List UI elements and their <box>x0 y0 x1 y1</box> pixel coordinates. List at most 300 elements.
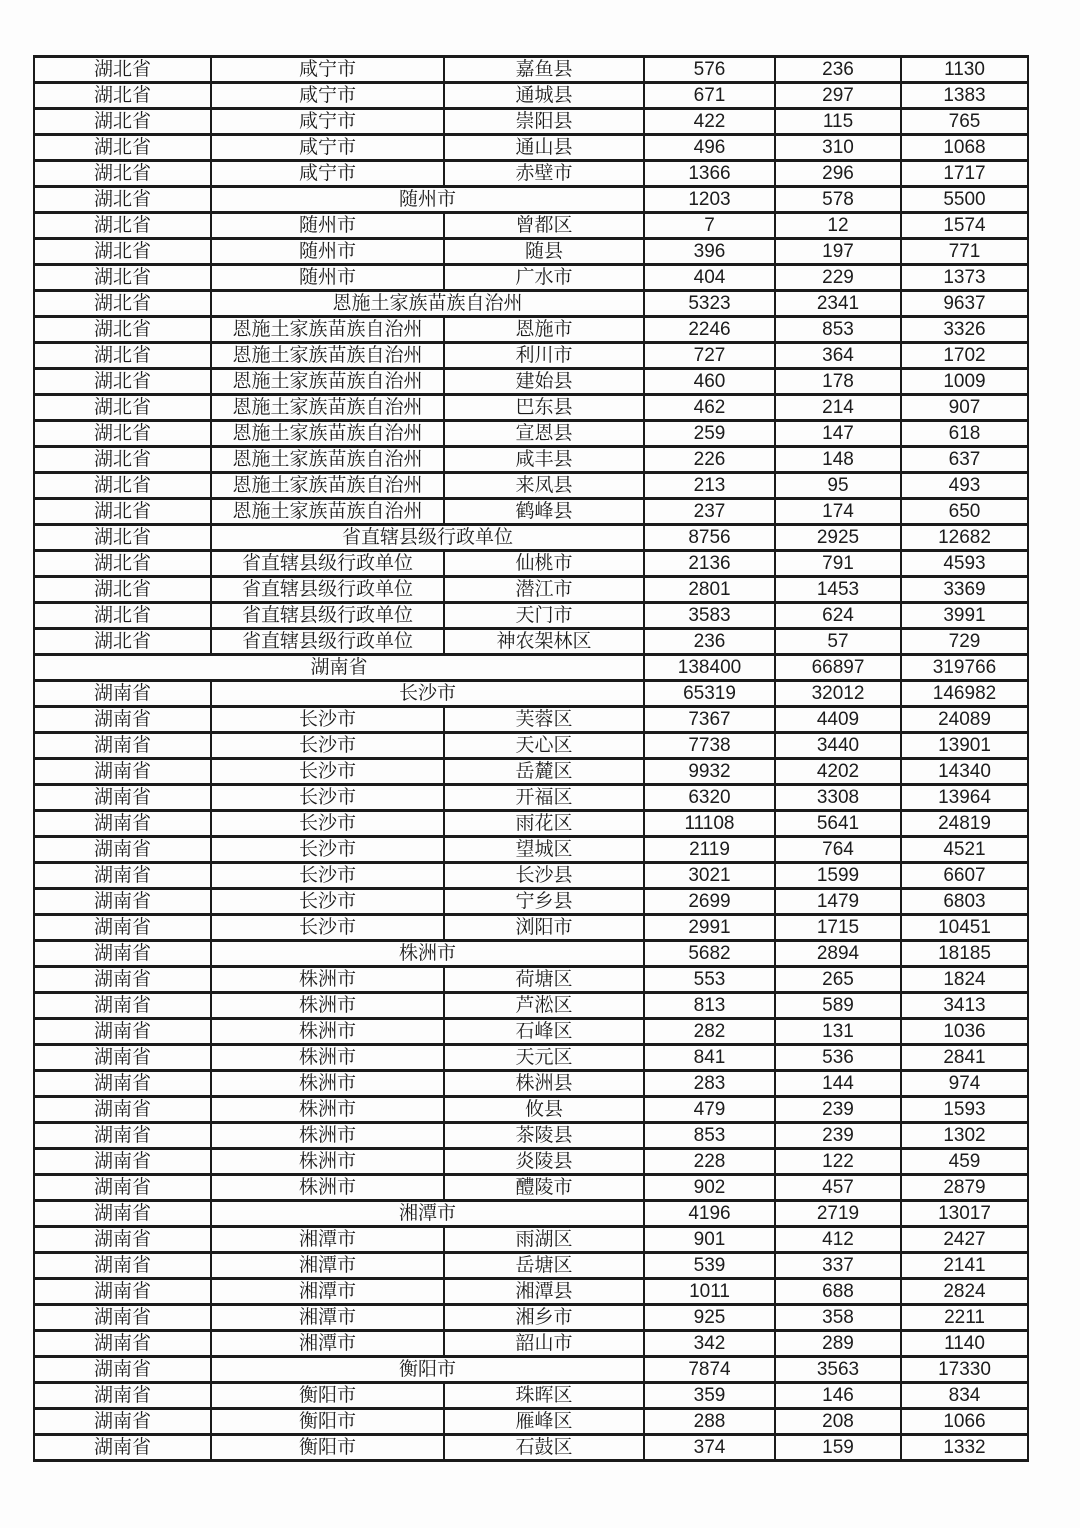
value-cell: 460 <box>644 369 775 395</box>
value-cell: 24819 <box>901 811 1028 837</box>
value-cell: 1068 <box>901 135 1028 161</box>
province-cell: 湖北省 <box>34 265 211 291</box>
value-cell: 319766 <box>901 655 1028 681</box>
city-cell: 恩施土家族苗族自治州 <box>211 369 444 395</box>
value-cell: 3308 <box>775 785 901 811</box>
value-cell: 1599 <box>775 863 901 889</box>
county-cell: 潜江市 <box>444 577 644 603</box>
value-cell: 907 <box>901 395 1028 421</box>
county-cell: 神农架林区 <box>444 629 644 655</box>
value-cell: 1824 <box>901 967 1028 993</box>
county-cell: 荷塘区 <box>444 967 644 993</box>
table-body <box>34 57 1028 1461</box>
county-cell: 宁乡县 <box>444 889 644 915</box>
county-cell: 天门市 <box>444 603 644 629</box>
value-cell: 239 <box>775 1097 901 1123</box>
value-cell: 553 <box>644 967 775 993</box>
city-total-cell: 省直辖县级行政单位 <box>211 525 644 551</box>
table-row <box>34 967 1028 993</box>
value-cell: 688 <box>775 1279 901 1305</box>
county-cell: 株洲县 <box>444 1071 644 1097</box>
value-cell: 764 <box>775 837 901 863</box>
value-cell: 13017 <box>901 1201 1028 1227</box>
table-row <box>34 1305 1028 1331</box>
value-cell: 650 <box>901 499 1028 525</box>
city-total-cell: 随州市 <box>211 187 644 213</box>
value-cell: 197 <box>775 239 901 265</box>
value-cell: 289 <box>775 1331 901 1357</box>
province-cell: 湖南省 <box>34 1097 211 1123</box>
value-cell: 791 <box>775 551 901 577</box>
city-cell: 株洲市 <box>211 993 444 1019</box>
province-cell: 湖南省 <box>34 967 211 993</box>
county-cell: 天元区 <box>444 1045 644 1071</box>
province-cell: 湖北省 <box>34 317 211 343</box>
value-cell: 1383 <box>901 83 1028 109</box>
value-cell: 1066 <box>901 1409 1028 1435</box>
value-cell: 2119 <box>644 837 775 863</box>
value-cell: 374 <box>644 1435 775 1461</box>
table-row <box>34 1071 1028 1097</box>
value-cell: 239 <box>775 1123 901 1149</box>
province-cell: 湖北省 <box>34 109 211 135</box>
value-cell: 178 <box>775 369 901 395</box>
value-cell: 10451 <box>901 915 1028 941</box>
city-cell: 衡阳市 <box>211 1409 444 1435</box>
province-cell: 湖南省 <box>34 993 211 1019</box>
city-cell: 长沙市 <box>211 785 444 811</box>
province-cell: 湖北省 <box>34 83 211 109</box>
city-cell: 长沙市 <box>211 759 444 785</box>
value-cell: 3563 <box>775 1357 901 1383</box>
value-cell: 578 <box>775 187 901 213</box>
value-cell: 624 <box>775 603 901 629</box>
table-row <box>34 889 1028 915</box>
county-cell: 浏阳市 <box>444 915 644 941</box>
value-cell: 1036 <box>901 1019 1028 1045</box>
value-cell: 32012 <box>775 681 901 707</box>
value-cell: 496 <box>644 135 775 161</box>
city-cell: 咸宁市 <box>211 57 444 83</box>
value-cell: 2699 <box>644 889 775 915</box>
city-cell: 恩施土家族苗族自治州 <box>211 317 444 343</box>
value-cell: 2341 <box>775 291 901 317</box>
value-cell: 2141 <box>901 1253 1028 1279</box>
value-cell: 144 <box>775 1071 901 1097</box>
city-cell: 衡阳市 <box>211 1435 444 1461</box>
value-cell: 5500 <box>901 187 1028 213</box>
value-cell: 5641 <box>775 811 901 837</box>
table-row <box>34 1331 1028 1357</box>
value-cell: 3413 <box>901 993 1028 1019</box>
city-total-cell: 湘潭市 <box>211 1201 644 1227</box>
value-cell: 853 <box>775 317 901 343</box>
city-total-cell: 恩施土家族苗族自治州 <box>211 291 644 317</box>
value-cell: 2246 <box>644 317 775 343</box>
table-row <box>34 1357 1028 1383</box>
table-row <box>34 83 1028 109</box>
table-row <box>34 291 1028 317</box>
table-row <box>34 837 1028 863</box>
value-cell: 7 <box>644 213 775 239</box>
value-cell: 213 <box>644 473 775 499</box>
value-cell: 3369 <box>901 577 1028 603</box>
county-cell: 巴东县 <box>444 395 644 421</box>
value-cell: 902 <box>644 1175 775 1201</box>
city-cell: 长沙市 <box>211 811 444 837</box>
province-cell: 湖南省 <box>34 1045 211 1071</box>
province-cell: 湖南省 <box>34 1409 211 1435</box>
province-cell: 湖南省 <box>34 1357 211 1383</box>
province-cell: 湖南省 <box>34 1383 211 1409</box>
county-cell: 利川市 <box>444 343 644 369</box>
table-row <box>34 707 1028 733</box>
province-cell: 湖北省 <box>34 629 211 655</box>
value-cell: 1702 <box>901 343 1028 369</box>
city-cell: 省直辖县级行政单位 <box>211 603 444 629</box>
table-row <box>34 369 1028 395</box>
city-cell: 株洲市 <box>211 1123 444 1149</box>
county-cell: 雨湖区 <box>444 1227 644 1253</box>
value-cell: 95 <box>775 473 901 499</box>
province-cell: 湖南省 <box>34 681 211 707</box>
province-cell: 湖北省 <box>34 187 211 213</box>
city-cell: 湘潭市 <box>211 1227 444 1253</box>
county-cell: 鹤峰县 <box>444 499 644 525</box>
value-cell: 901 <box>644 1227 775 1253</box>
county-cell: 石鼓区 <box>444 1435 644 1461</box>
table-row <box>34 759 1028 785</box>
value-cell: 337 <box>775 1253 901 1279</box>
value-cell: 208 <box>775 1409 901 1435</box>
province-cell: 湖南省 <box>34 941 211 967</box>
value-cell: 57 <box>775 629 901 655</box>
city-cell: 株洲市 <box>211 1149 444 1175</box>
county-cell: 醴陵市 <box>444 1175 644 1201</box>
value-cell: 1203 <box>644 187 775 213</box>
province-cell: 湖北省 <box>34 291 211 317</box>
value-cell: 6607 <box>901 863 1028 889</box>
county-cell: 湘乡市 <box>444 1305 644 1331</box>
province-cell: 湖北省 <box>34 135 211 161</box>
value-cell: 3991 <box>901 603 1028 629</box>
city-cell: 咸宁市 <box>211 109 444 135</box>
table-row <box>34 421 1028 447</box>
province-cell: 湖北省 <box>34 239 211 265</box>
value-cell: 9637 <box>901 291 1028 317</box>
value-cell: 2894 <box>775 941 901 967</box>
value-cell: 358 <box>775 1305 901 1331</box>
county-cell: 通城县 <box>444 83 644 109</box>
value-cell: 265 <box>775 967 901 993</box>
county-cell: 茶陵县 <box>444 1123 644 1149</box>
table-row <box>34 681 1028 707</box>
city-cell: 株洲市 <box>211 1019 444 1045</box>
province-cell: 湖北省 <box>34 57 211 83</box>
value-cell: 2824 <box>901 1279 1028 1305</box>
city-cell: 株洲市 <box>211 1045 444 1071</box>
province-cell: 湖南省 <box>34 1435 211 1461</box>
city-cell: 咸宁市 <box>211 135 444 161</box>
value-cell: 1373 <box>901 265 1028 291</box>
value-cell: 771 <box>901 239 1028 265</box>
value-cell: 765 <box>901 109 1028 135</box>
province-cell: 湖南省 <box>34 863 211 889</box>
value-cell: 66897 <box>775 655 901 681</box>
value-cell: 729 <box>901 629 1028 655</box>
county-cell: 咸丰县 <box>444 447 644 473</box>
province-cell: 湖南省 <box>34 1305 211 1331</box>
value-cell: 4202 <box>775 759 901 785</box>
table-row <box>34 1279 1028 1305</box>
value-cell: 4521 <box>901 837 1028 863</box>
province-cell: 湖北省 <box>34 395 211 421</box>
value-cell: 1009 <box>901 369 1028 395</box>
county-cell: 攸县 <box>444 1097 644 1123</box>
value-cell: 618 <box>901 421 1028 447</box>
value-cell: 146982 <box>901 681 1028 707</box>
county-cell: 湘潭县 <box>444 1279 644 1305</box>
value-cell: 2841 <box>901 1045 1028 1071</box>
table-row <box>34 187 1028 213</box>
table-row <box>34 785 1028 811</box>
value-cell: 226 <box>644 447 775 473</box>
city-cell: 恩施土家族苗族自治州 <box>211 473 444 499</box>
province-cell: 湖北省 <box>34 447 211 473</box>
province-cell: 湖南省 <box>34 1331 211 1357</box>
value-cell: 412 <box>775 1227 901 1253</box>
value-cell: 12 <box>775 213 901 239</box>
value-cell: 131 <box>775 1019 901 1045</box>
value-cell: 1453 <box>775 577 901 603</box>
province-cell: 湖北省 <box>34 551 211 577</box>
table-row <box>34 395 1028 421</box>
value-cell: 974 <box>901 1071 1028 1097</box>
value-cell: 310 <box>775 135 901 161</box>
value-cell: 459 <box>901 1149 1028 1175</box>
table-row <box>34 1201 1028 1227</box>
value-cell: 1479 <box>775 889 901 915</box>
province-cell: 湖南省 <box>34 733 211 759</box>
county-cell: 天心区 <box>444 733 644 759</box>
table-row <box>34 161 1028 187</box>
value-cell: 3326 <box>901 317 1028 343</box>
province-cell: 湖南省 <box>34 707 211 733</box>
value-cell: 539 <box>644 1253 775 1279</box>
city-cell: 咸宁市 <box>211 83 444 109</box>
value-cell: 282 <box>644 1019 775 1045</box>
table-row <box>34 473 1028 499</box>
value-cell: 462 <box>644 395 775 421</box>
table-row <box>34 603 1028 629</box>
county-cell: 岳麓区 <box>444 759 644 785</box>
value-cell: 2801 <box>644 577 775 603</box>
table-row <box>34 1097 1028 1123</box>
value-cell: 1574 <box>901 213 1028 239</box>
value-cell: 841 <box>644 1045 775 1071</box>
value-cell: 24089 <box>901 707 1028 733</box>
table-row <box>34 1123 1028 1149</box>
county-cell: 赤壁市 <box>444 161 644 187</box>
value-cell: 422 <box>644 109 775 135</box>
table-row <box>34 733 1028 759</box>
value-cell: 146 <box>775 1383 901 1409</box>
county-cell: 珠晖区 <box>444 1383 644 1409</box>
table-row <box>34 1149 1028 1175</box>
county-cell: 石峰区 <box>444 1019 644 1045</box>
table-row <box>34 525 1028 551</box>
province-cell: 湖北省 <box>34 369 211 395</box>
city-cell: 咸宁市 <box>211 161 444 187</box>
value-cell: 5323 <box>644 291 775 317</box>
value-cell: 147 <box>775 421 901 447</box>
table-row <box>34 941 1028 967</box>
city-cell: 长沙市 <box>211 707 444 733</box>
county-cell: 望城区 <box>444 837 644 863</box>
value-cell: 637 <box>901 447 1028 473</box>
county-cell: 长沙县 <box>444 863 644 889</box>
table-row <box>34 577 1028 603</box>
table-row <box>34 1409 1028 1435</box>
value-cell: 13964 <box>901 785 1028 811</box>
city-cell: 长沙市 <box>211 863 444 889</box>
city-cell: 省直辖县级行政单位 <box>211 551 444 577</box>
province-cell: 湖北省 <box>34 499 211 525</box>
value-cell: 1593 <box>901 1097 1028 1123</box>
value-cell: 283 <box>644 1071 775 1097</box>
county-cell: 嘉鱼县 <box>444 57 644 83</box>
province-cell: 湖南省 <box>34 1071 211 1097</box>
value-cell: 122 <box>775 1149 901 1175</box>
city-cell: 株洲市 <box>211 967 444 993</box>
value-cell: 159 <box>775 1435 901 1461</box>
county-cell: 曾都区 <box>444 213 644 239</box>
city-cell: 恩施土家族苗族自治州 <box>211 343 444 369</box>
city-cell: 株洲市 <box>211 1071 444 1097</box>
table-row <box>34 499 1028 525</box>
province-cell: 湖北省 <box>34 421 211 447</box>
value-cell: 259 <box>644 421 775 447</box>
value-cell: 671 <box>644 83 775 109</box>
value-cell: 813 <box>644 993 775 1019</box>
value-cell: 7367 <box>644 707 775 733</box>
value-cell: 359 <box>644 1383 775 1409</box>
city-cell: 湘潭市 <box>211 1279 444 1305</box>
city-cell: 长沙市 <box>211 889 444 915</box>
province-cell: 湖南省 <box>34 1279 211 1305</box>
county-cell: 广水市 <box>444 265 644 291</box>
value-cell: 2136 <box>644 551 775 577</box>
province-cell: 湖南省 <box>34 785 211 811</box>
value-cell: 14340 <box>901 759 1028 785</box>
county-cell: 仙桃市 <box>444 551 644 577</box>
city-cell: 恩施土家族苗族自治州 <box>211 499 444 525</box>
province-cell: 湖南省 <box>34 837 211 863</box>
value-cell: 5682 <box>644 941 775 967</box>
table-row <box>34 811 1028 837</box>
value-cell: 2719 <box>775 1201 901 1227</box>
table-row <box>34 629 1028 655</box>
value-cell: 1140 <box>901 1331 1028 1357</box>
value-cell: 6803 <box>901 889 1028 915</box>
province-cell: 湖北省 <box>34 577 211 603</box>
value-cell: 148 <box>775 447 901 473</box>
county-cell: 宣恩县 <box>444 421 644 447</box>
value-cell: 834 <box>901 1383 1028 1409</box>
table-row <box>34 265 1028 291</box>
value-cell: 457 <box>775 1175 901 1201</box>
value-cell: 7738 <box>644 733 775 759</box>
table-row <box>34 655 1028 681</box>
value-cell: 576 <box>644 57 775 83</box>
province-cell: 湖北省 <box>34 161 211 187</box>
value-cell: 1715 <box>775 915 901 941</box>
province-cell: 湖南省 <box>34 1175 211 1201</box>
city-cell: 株洲市 <box>211 1175 444 1201</box>
value-cell: 2211 <box>901 1305 1028 1331</box>
table-row <box>34 1175 1028 1201</box>
county-cell: 通山县 <box>444 135 644 161</box>
province-cell: 湖南省 <box>34 811 211 837</box>
value-cell: 1332 <box>901 1435 1028 1461</box>
value-cell: 228 <box>644 1149 775 1175</box>
city-cell: 株洲市 <box>211 1097 444 1123</box>
value-cell: 342 <box>644 1331 775 1357</box>
county-cell: 崇阳县 <box>444 109 644 135</box>
value-cell: 9932 <box>644 759 775 785</box>
admin-divisions-table <box>33 55 1029 1462</box>
city-cell: 湘潭市 <box>211 1253 444 1279</box>
county-cell: 炎陵县 <box>444 1149 644 1175</box>
province-cell: 湖南省 <box>34 1019 211 1045</box>
county-cell: 随县 <box>444 239 644 265</box>
value-cell: 18185 <box>901 941 1028 967</box>
value-cell: 174 <box>775 499 901 525</box>
city-total-cell: 衡阳市 <box>211 1357 644 1383</box>
county-cell: 来凤县 <box>444 473 644 499</box>
table-row <box>34 1227 1028 1253</box>
province-cell: 湖北省 <box>34 473 211 499</box>
value-cell: 297 <box>775 83 901 109</box>
province-cell: 湖南省 <box>34 759 211 785</box>
city-total-cell: 株洲市 <box>211 941 644 967</box>
province-cell: 湖南省 <box>34 1253 211 1279</box>
value-cell: 925 <box>644 1305 775 1331</box>
province-cell: 湖北省 <box>34 603 211 629</box>
table-row <box>34 1383 1028 1409</box>
value-cell: 1130 <box>901 57 1028 83</box>
province-cell: 湖南省 <box>34 889 211 915</box>
city-cell: 恩施土家族苗族自治州 <box>211 421 444 447</box>
city-cell: 长沙市 <box>211 837 444 863</box>
value-cell: 2879 <box>901 1175 1028 1201</box>
city-cell: 随州市 <box>211 213 444 239</box>
city-cell: 湘潭市 <box>211 1331 444 1357</box>
county-cell: 雨花区 <box>444 811 644 837</box>
city-cell: 恩施土家族苗族自治州 <box>211 447 444 473</box>
value-cell: 3583 <box>644 603 775 629</box>
table-row <box>34 317 1028 343</box>
value-cell: 8756 <box>644 525 775 551</box>
city-cell: 省直辖县级行政单位 <box>211 629 444 655</box>
value-cell: 4593 <box>901 551 1028 577</box>
city-cell: 省直辖县级行政单位 <box>211 577 444 603</box>
city-cell: 长沙市 <box>211 915 444 941</box>
value-cell: 404 <box>644 265 775 291</box>
table-row <box>34 57 1028 83</box>
county-cell: 韶山市 <box>444 1331 644 1357</box>
value-cell: 493 <box>901 473 1028 499</box>
